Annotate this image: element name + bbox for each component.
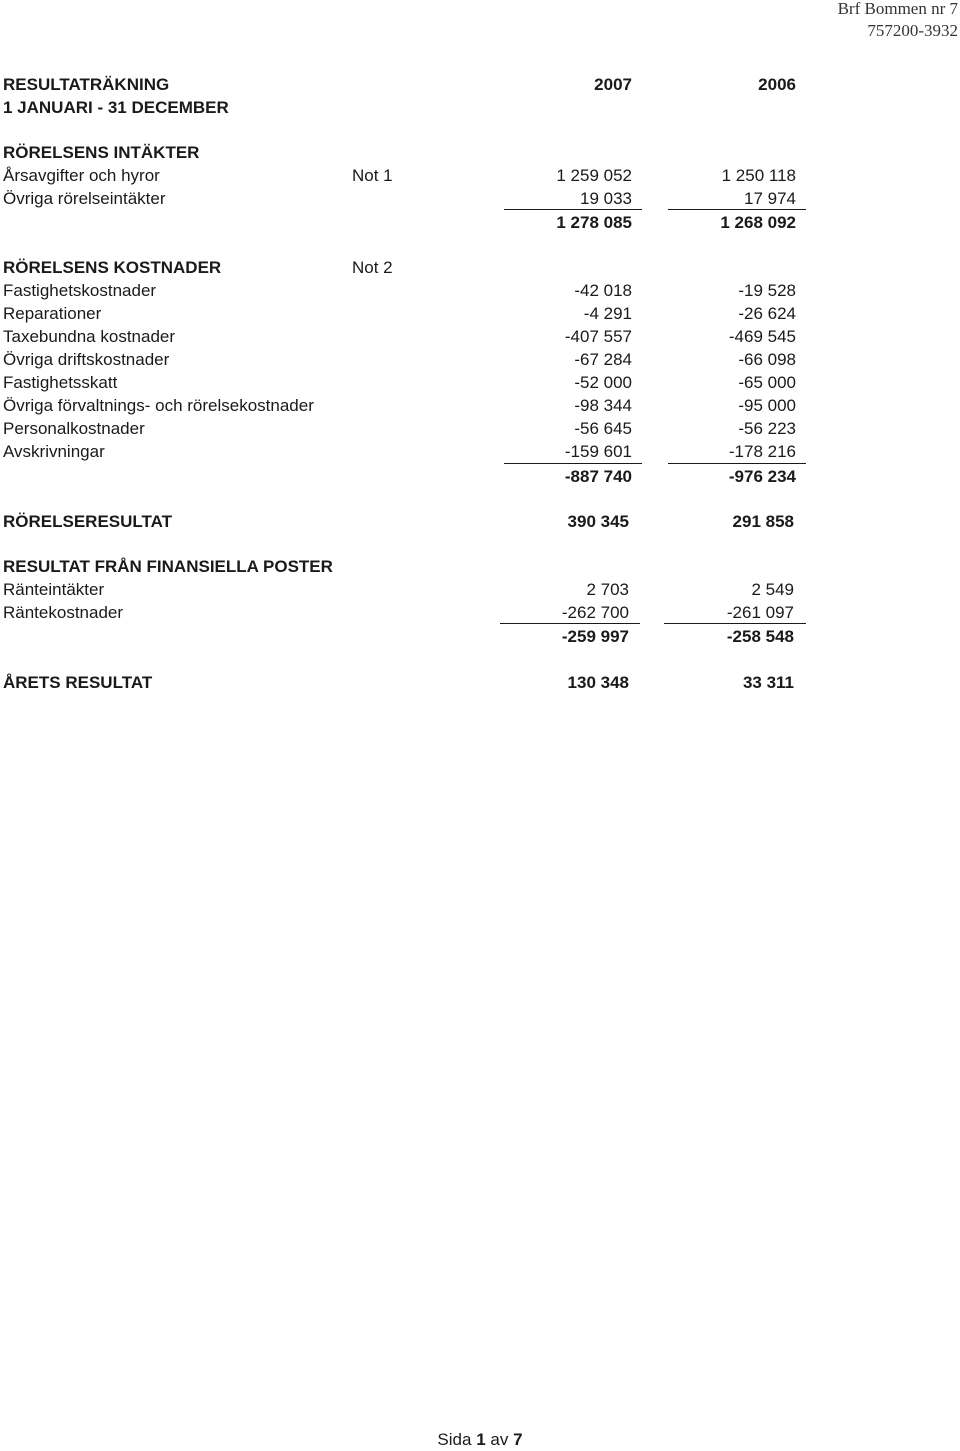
net-result-2006: 33 311: [742, 673, 794, 692]
subtotal-rule-2007: [504, 209, 642, 210]
financial-total-2006: -258 548: [726, 627, 794, 646]
value-2006: -66 098: [738, 350, 796, 369]
subtotal-rule-2007: [500, 623, 640, 624]
row-label: Fastighetsskatt: [3, 373, 118, 392]
table-row: [0, 348, 960, 371]
value-2006: -65 000: [738, 373, 796, 392]
org-number: 757200-3932: [867, 21, 958, 40]
subtotal-rule-2006: [664, 623, 806, 624]
row-label: Övriga driftskostnader: [3, 350, 170, 369]
income-heading-row: [0, 141, 960, 164]
row-label: Taxebundna kostnader: [3, 327, 176, 346]
value-2006: 1 250 118: [721, 166, 796, 185]
subtotal-rule-2007: [504, 463, 642, 464]
income-total-row: [0, 211, 960, 234]
operating-result-label: RÖRELSERESULTAT: [3, 512, 173, 531]
costs-total-2007: -887 740: [564, 467, 632, 486]
financial-total-2007: -259 997: [561, 627, 629, 646]
year-2006-header: 2006: [758, 75, 796, 94]
statement-period: 1 JANUARI - 31 DECEMBER: [3, 98, 229, 117]
value-2006: -261 097: [726, 603, 794, 622]
table-row: [0, 187, 960, 210]
statement-title-row: [0, 73, 960, 96]
costs-heading: RÖRELSENS KOSTNADER: [3, 258, 222, 277]
value-2007: -159 601: [564, 442, 632, 461]
page-number: 1: [476, 1430, 486, 1449]
value-2007: 1 259 052: [556, 166, 632, 185]
statement-period-row: [0, 96, 960, 119]
financial-heading-row: [0, 555, 960, 578]
value-2006: -95 000: [738, 396, 796, 415]
financial-heading: RESULTAT FRÅN FINANSIELLA POSTER: [3, 557, 333, 576]
costs-heading-row: [0, 256, 960, 279]
table-row: [0, 440, 960, 463]
value-2006: -26 624: [738, 304, 796, 323]
value-2007: -52 000: [574, 373, 632, 392]
row-label: Övriga rörelseintäkter: [3, 189, 166, 208]
row-label: Årsavgifter och hyror: [3, 166, 160, 185]
value-2006: -469 545: [728, 327, 796, 346]
row-label: Fastighetskostnader: [3, 281, 157, 300]
table-row: [0, 371, 960, 394]
row-label: Övriga förvaltnings- och rörelsekostnader: [3, 396, 314, 415]
value-2006: -56 223: [738, 419, 796, 438]
value-2006: -178 216: [728, 442, 796, 461]
row-label: Reparationer: [3, 304, 102, 323]
value-2006: 2 549: [751, 580, 794, 599]
table-row: [0, 601, 960, 624]
operating-result-2007: 390 345: [567, 512, 629, 531]
subtotal-rule-2006: [668, 209, 806, 210]
operating-result-row: [0, 510, 960, 533]
page-middle: av: [490, 1430, 509, 1449]
table-row: [0, 578, 960, 601]
row-label: Avskrivningar: [3, 442, 105, 461]
value-2007: -56 645: [574, 419, 632, 438]
table-row: [0, 417, 960, 440]
costs-total-2006: -976 234: [728, 467, 796, 486]
row-label: Ränteintäkter: [3, 580, 105, 599]
row-label: Räntekostnader: [3, 603, 124, 622]
value-2007: 2 703: [586, 580, 629, 599]
income-heading: RÖRELSENS INTÄKTER: [3, 143, 200, 162]
org-name: Brf Bommen nr 7: [837, 0, 958, 18]
net-result-row: [0, 671, 960, 694]
statement-title: RESULTATRÄKNING: [3, 75, 170, 94]
value-2006: -19 528: [738, 281, 796, 300]
income-total-2007: 1 278 085: [556, 213, 632, 232]
table-row: [0, 302, 960, 325]
page-prefix: Sida: [437, 1430, 472, 1449]
value-2007: -4 291: [583, 304, 632, 323]
net-result-2007: 130 348: [567, 673, 629, 692]
value-2007: 19 033: [580, 189, 632, 208]
income-total-2006: 1 268 092: [720, 213, 796, 232]
value-2007: -98 344: [574, 396, 632, 415]
financial-total-row: [0, 625, 960, 648]
value-2007: -262 700: [561, 603, 629, 622]
subtotal-rule-2006: [668, 463, 806, 464]
value-2007: -407 557: [564, 327, 632, 346]
page-total: 7: [513, 1430, 523, 1449]
table-row: [0, 279, 960, 302]
table-row: [0, 164, 960, 187]
note-ref: Not 2: [352, 258, 393, 277]
costs-total-row: [0, 465, 960, 488]
year-2007-header: 2007: [594, 75, 632, 94]
operating-result-2006: 291 858: [732, 512, 794, 531]
row-label: Personalkostnader: [3, 419, 145, 438]
value-2006: 17 974: [744, 189, 796, 208]
note-ref: Not 1: [352, 166, 393, 185]
value-2007: -67 284: [574, 350, 632, 369]
table-row: [0, 394, 960, 417]
value-2007: -42 018: [574, 281, 632, 300]
net-result-label: ÅRETS RESULTAT: [3, 673, 153, 692]
table-row: [0, 325, 960, 348]
